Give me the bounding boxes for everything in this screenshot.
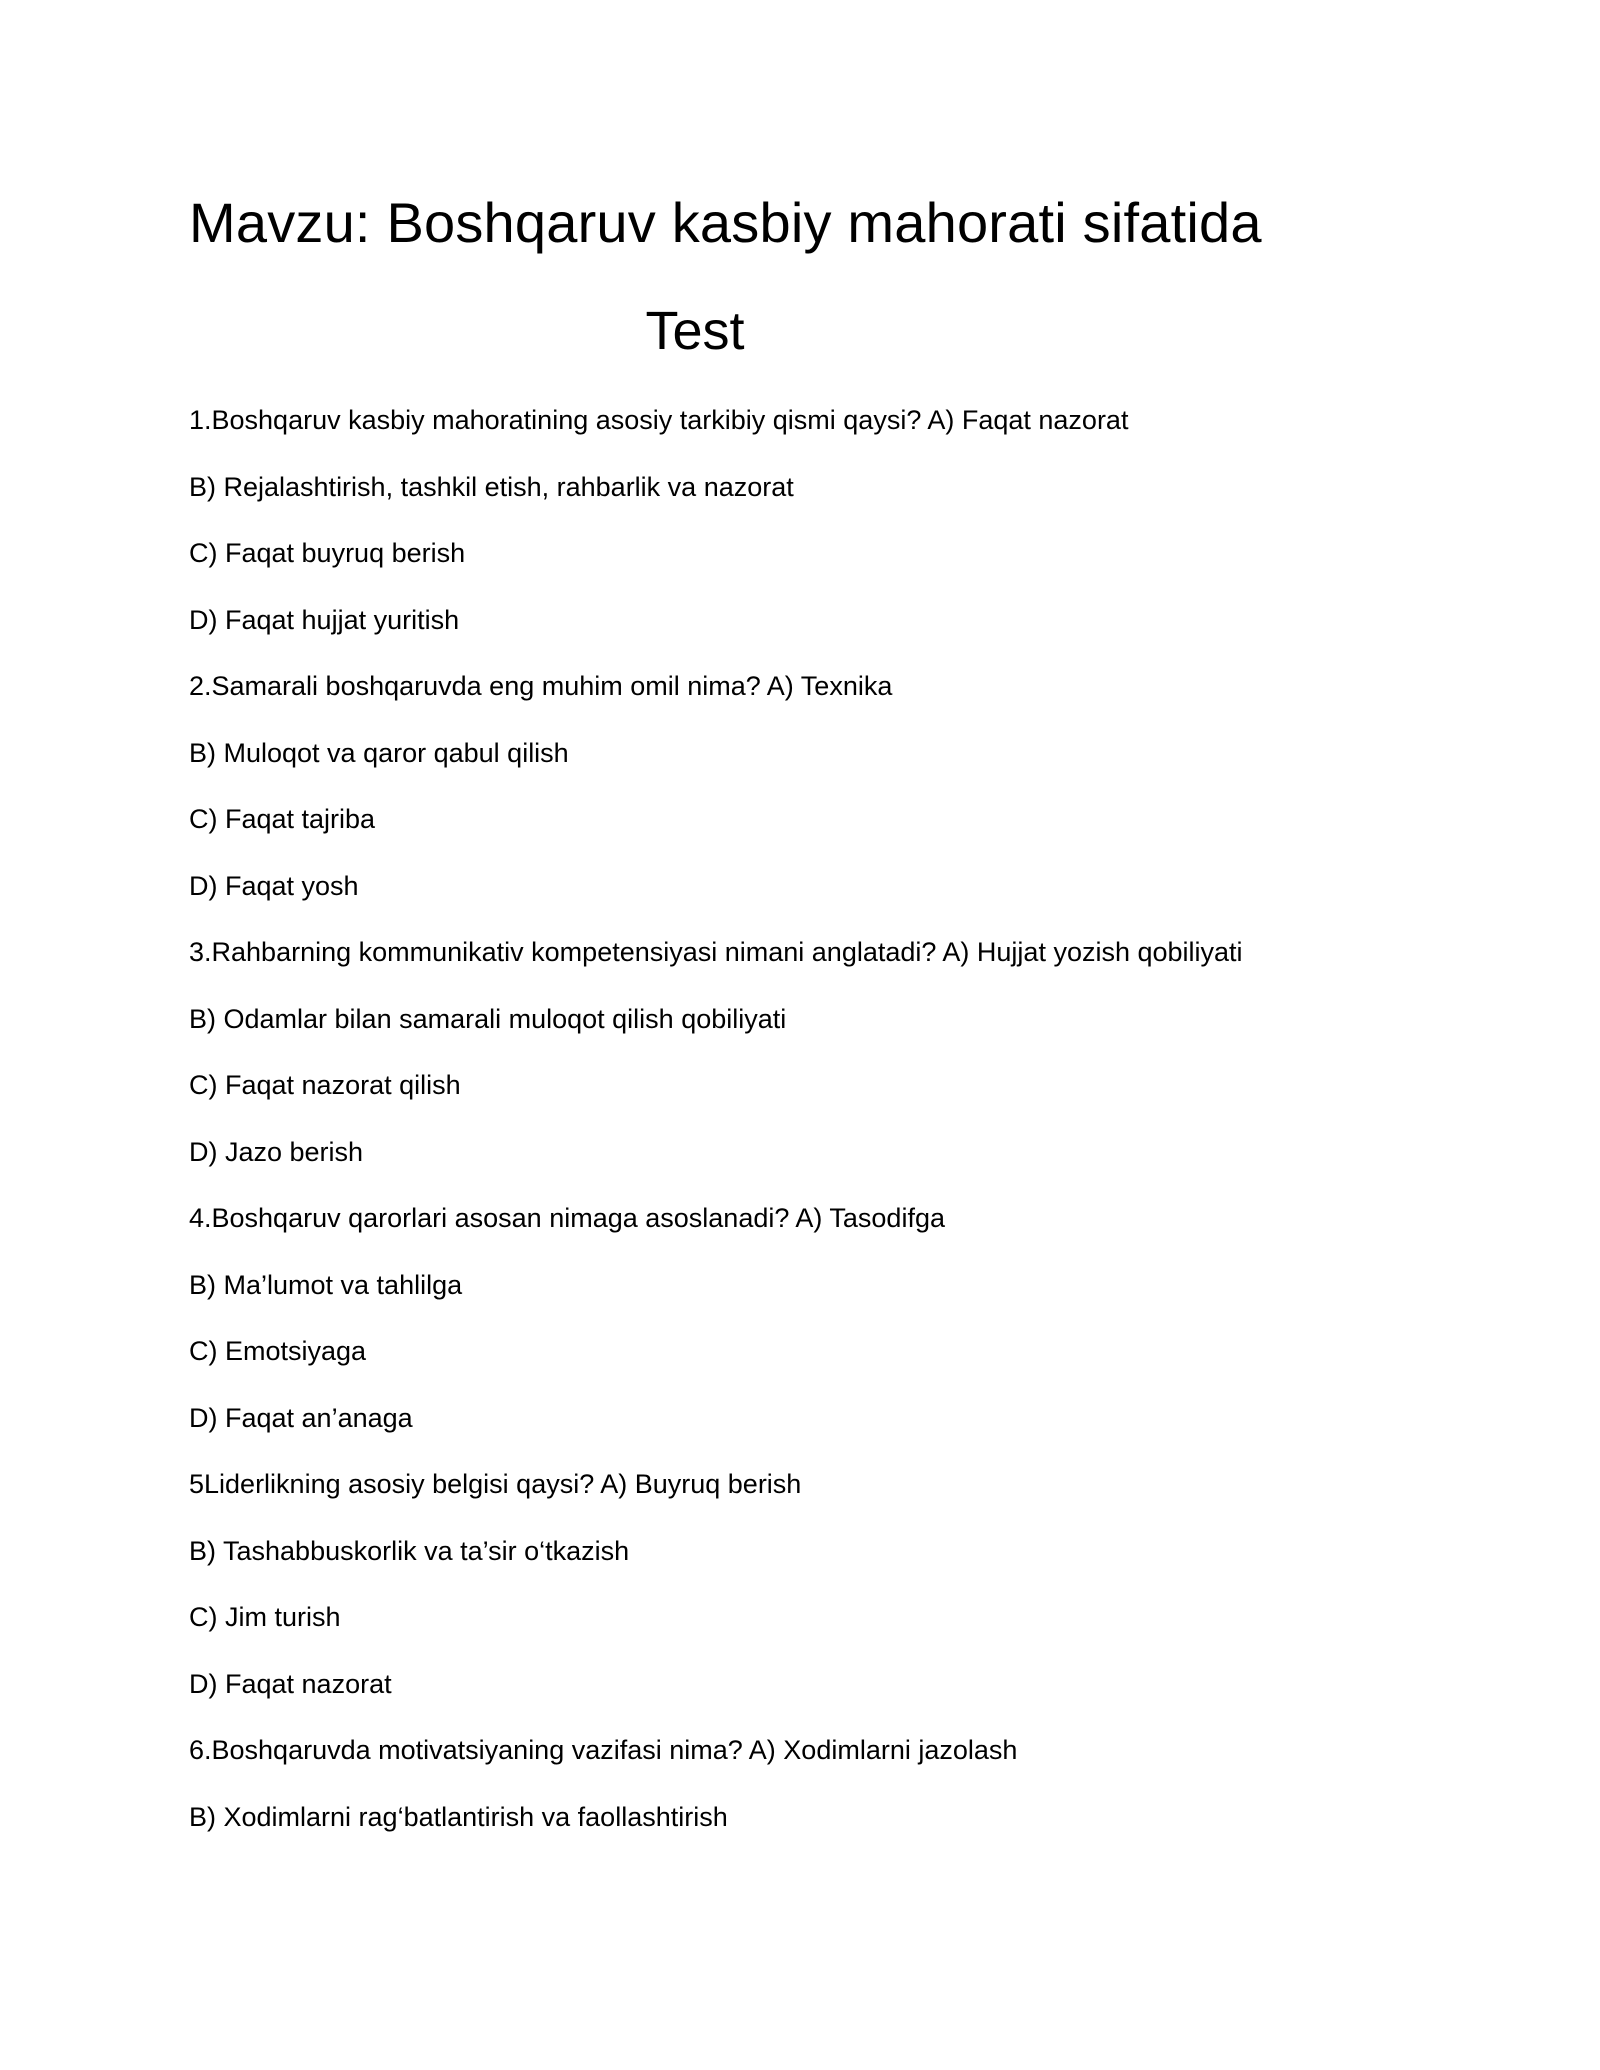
answer-option: D) Faqat yosh (189, 870, 359, 901)
answer-option: B) Muloqot va qaror qabul qilish (189, 737, 569, 768)
question-line: 1.Boshqaruv kasbiy mahoratining asosiy tarkibiy qismi qaysi? A) Faqat nazorat (189, 405, 1129, 435)
question-list (189, 400, 1243, 1863)
answer-option: C) Jim turish (189, 1602, 341, 1632)
answer-option: C) Faqat buyruq berish (189, 538, 466, 568)
answer-option: B) Odamlar bilan samarali muloqot qilish qobiliyati (189, 1003, 787, 1034)
question-line: 5Liderlikning asosiy belgisi qaysi? A) Buyruq berish (189, 1469, 802, 1499)
answer-option: B) Rejalashtirish, tashkil etish, rahbarlik va nazorat (189, 471, 794, 502)
answer-option: B) Ma’lumot va tahlilga (189, 1269, 463, 1300)
answer-option: D) Faqat hujjat yuritish (189, 604, 460, 635)
document-subtitle: Test (645, 301, 745, 361)
question-line: 4.Boshqaruv qarorlari asosan nimaga asoslanadi? A) Tasodifga (189, 1203, 945, 1233)
question-line: 6.Boshqaruvda motivatsiyaning vazifasi nima? A) Xodimlarni jazolash (189, 1735, 1018, 1765)
answer-option: C) Faqat tajriba (189, 804, 376, 834)
answer-option: C) Faqat nazorat qilish (189, 1070, 461, 1100)
answer-option: C) Emotsiyaga (189, 1336, 367, 1366)
answer-option: B) Xodimlarni rag‘batlantirish va faollashtirish (189, 1801, 728, 1832)
answer-option: B) Tashabbuskorlik va ta’sir o‘tkazish (189, 1535, 630, 1566)
answer-option: D) Faqat nazorat (189, 1668, 392, 1699)
question-line: 2.Samarali boshqaruvda eng muhim omil nima? A) Texnika (189, 671, 893, 701)
question-line: 3.Rahbarning kommunikativ kompetensiyasi nimani anglatadi? A) Hujjat yozish qobiliyati (189, 937, 1243, 967)
answer-option: D) Faqat an’anaga (189, 1402, 413, 1433)
document-title: Mavzu: Boshqaruv kasbiy mahorati sifatida (189, 191, 1262, 254)
answer-option: D) Jazo berish (189, 1136, 364, 1167)
